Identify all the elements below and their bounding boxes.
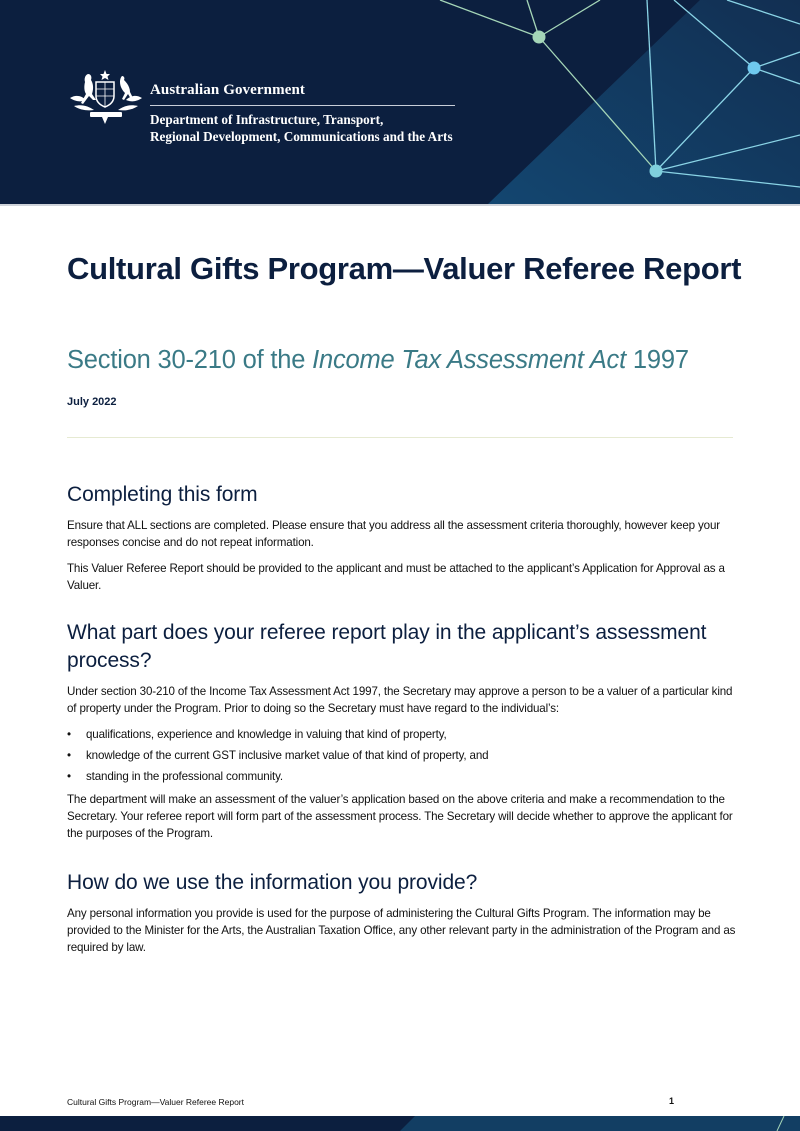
subtitle-act-name: Income Tax Assessment Act [312, 346, 626, 374]
header-bottom-edge [0, 204, 800, 206]
paragraph: Any personal information you provide is used for the purpose of administering the Cultural Gifts Program. The information may be provided to the Minister for the Arts, the Australian Taxation Office, any other relevant party in the administration of the Program and as required by law. [67, 907, 736, 954]
paragraph: The department will make an assessment of the valuer’s application based on the above criteria and make a recommendation to the Secretary. Your referee report will form part of the assessment process. The Secretary will decide whether to approve the applicant for the purposes of the Program. [67, 793, 733, 840]
header-banner [0, 0, 800, 204]
criteria-list [67, 726, 737, 785]
government-name: Australian Government [150, 82, 306, 98]
section-completing-form [67, 481, 737, 603]
page-number: 1 [669, 1096, 675, 1106]
section-heading: Completing this form [67, 483, 258, 506]
list-item [67, 726, 737, 743]
section-referee-role [67, 619, 737, 851]
paragraph: Ensure that ALL sections are completed. Please ensure that you address all the assessment criteria thoroughly, however keep your responses concise and do not repeat information. [67, 519, 720, 549]
branding-divider [150, 105, 455, 106]
subtitle-prefix: Section 30-210 of the [67, 346, 313, 374]
bullet-icon: • [67, 770, 71, 783]
list-item-text: knowledge of the current GST inclusive market value of that kind of property, and [86, 749, 489, 762]
bullet-icon: • [67, 728, 71, 741]
government-branding [150, 82, 455, 145]
list-item-text: qualifications, experience and knowledge in valuing that kind of property, [86, 728, 447, 741]
list-item [67, 768, 737, 785]
section-information-use [67, 869, 737, 965]
footer-bar [0, 1116, 800, 1131]
department-line-2: Regional Development, Communications and the Arts [150, 129, 453, 144]
paragraph: This Valuer Referee Report should be provided to the applicant and must be attached to the applicant’s Application for Approval as a Valuer. [67, 562, 725, 592]
document-subtitle [67, 346, 689, 375]
section-heading: How do we use the information you provide? [67, 871, 478, 894]
department-line-1: Department of Infrastructure, Transport, [150, 112, 384, 127]
list-item-text: standing in the professional community. [86, 770, 283, 783]
title-divider [67, 437, 733, 438]
footer-title: Cultural Gifts Program—Valuer Referee Report [67, 1097, 244, 1107]
list-item [67, 747, 737, 764]
footer-accent-icon [0, 1116, 800, 1131]
bullet-icon: • [67, 749, 71, 762]
section-heading: What part does your referee report play in the applicant’s assessment process? [67, 621, 707, 672]
paragraph: Under section 30-210 of the Income Tax Assessment Act 1997, the Secretary may approve a person to be a valuer of a particular kind of property under the Program. Prior to doing so the Secretary must have regard to the individual’s: [67, 685, 733, 715]
document-date: July 2022 [67, 396, 117, 408]
subtitle-suffix: 1997 [625, 346, 689, 374]
document-title: Cultural Gifts Program—Valuer Referee Report [67, 251, 742, 286]
coat-of-arms-icon [66, 68, 146, 126]
